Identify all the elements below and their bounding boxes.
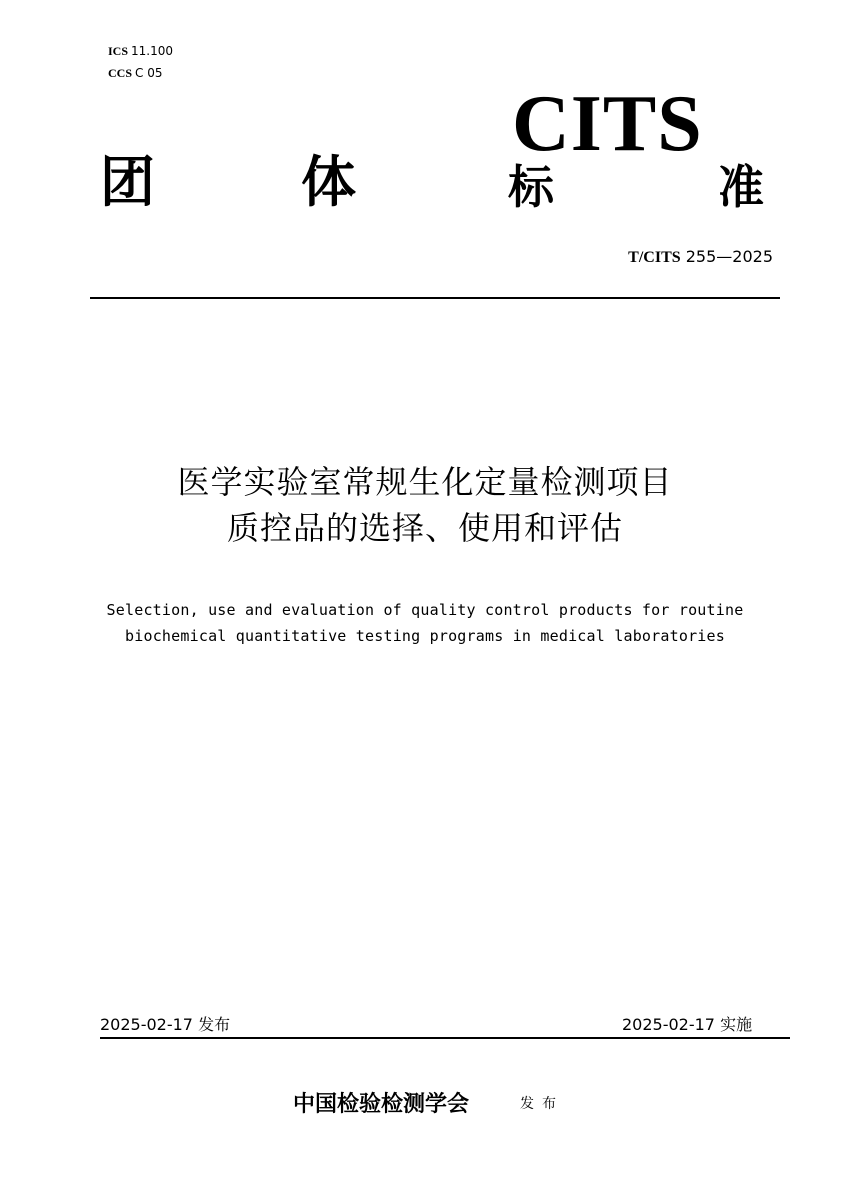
category-char-biao-glyph: 标 — [508, 160, 554, 214]
issue-date: 2025-02-17 发布 — [100, 1015, 231, 1034]
english-title — [0, 597, 850, 649]
chinese-title-line1: 医学实验室常规生化定量检测项目 — [177, 463, 673, 501]
english-title-line1: Selection, use and evaluation of quality control products for routine — [106, 601, 744, 619]
category-char-biao — [508, 160, 568, 214]
standard-number-value: 255—2025 — [685, 247, 773, 266]
category-char-tuan: 团 — [100, 149, 156, 214]
category-char-zhun — [718, 160, 778, 214]
category-char-ti: 体 — [301, 149, 357, 214]
ccs-code — [108, 66, 162, 80]
standard-number-prefix: T/CITS — [628, 249, 681, 266]
standard-number — [628, 247, 773, 268]
english-title-line2: biochemical quantitative testing programs in medical laboratories — [125, 627, 725, 645]
ics-code — [108, 44, 173, 58]
chinese-title-line2: 质控品的选择、使用和评估 — [226, 509, 623, 547]
category-char-zhun-glyph: 准 — [718, 160, 764, 214]
cits-logo: CITS — [512, 80, 703, 168]
chinese-title — [0, 459, 850, 551]
header-divider — [90, 297, 780, 299]
ics-prefix: ICS — [108, 44, 129, 58]
ics-value: 11.100 — [131, 44, 174, 58]
implementation-date: 2025-02-17 实施 — [622, 1015, 753, 1034]
publish-label: 发布 — [520, 1096, 564, 1112]
ccs-prefix: CCS — [108, 66, 133, 80]
publisher-name: 中国检验检测学会 — [293, 1091, 470, 1117]
footer-divider — [100, 1037, 790, 1039]
ccs-value: C 05 — [135, 66, 163, 80]
